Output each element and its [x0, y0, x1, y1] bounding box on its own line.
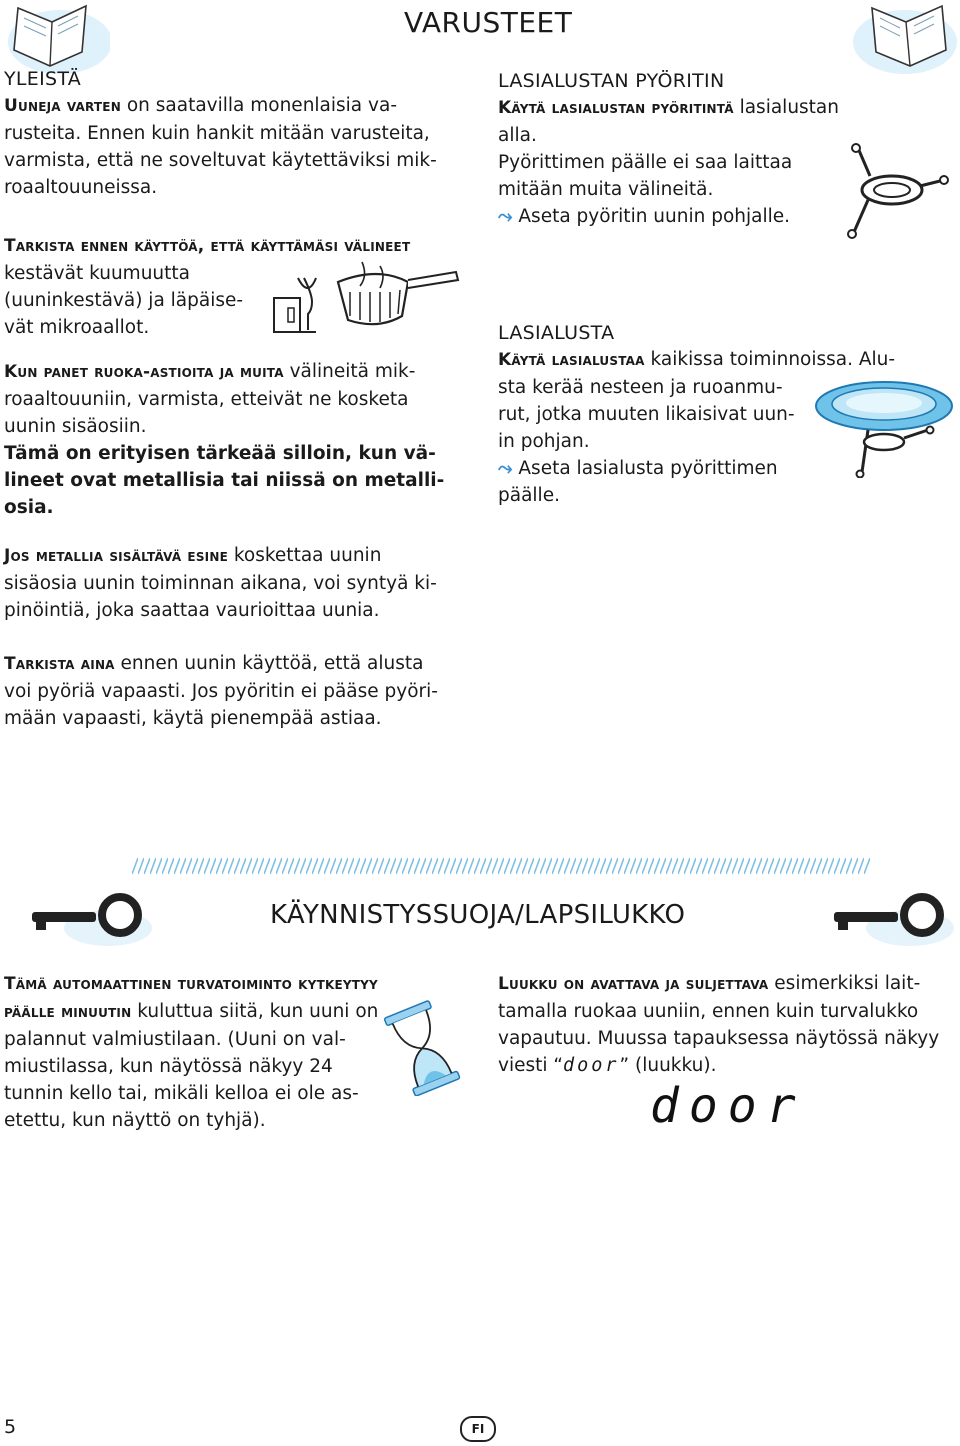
section-divider [132, 858, 870, 874]
page-title: VARUSTEET [404, 6, 573, 39]
plate-heading: LASIALUSTA [498, 322, 615, 344]
door-paragraph: Luukku on avattava ja suljettava esimerkiksi lait- tamalla ruokaa uuniin, ennen kuin turvalukko vapautuu. Muussa tapauksessa näytössä näkyy viesti “door” (luukku). [498, 973, 940, 1076]
display-door-text: door [650, 1078, 806, 1134]
glass-plate-icon [808, 374, 958, 478]
hourglass-icon [378, 1000, 468, 1096]
section-heading: YLEISTÄ [4, 68, 82, 90]
step-arrow-icon: ⤳ [498, 206, 513, 227]
important-text: Tämä on erityisen tärkeää silloin, kun vä- lineet ovat metallisia tai niissä on metalli- osia. [4, 443, 445, 518]
rotator-paragraph: Käytä lasialustan pyöritintä lasialustan alla. Pyörittimen päälle ei saa laittaa mitään muita välineitä. [498, 97, 839, 200]
key-icon [28, 890, 152, 950]
key-icon [830, 890, 954, 950]
metal-warning: Jos metallia sisältävä esine koskettaa uunin sisäosia uunin toiminnan aikana, voi syntyä ki- pinöintiä, joka saattaa vaurioittaa uunia. [4, 545, 437, 621]
check-paragraph: Tarkista ennen käyttöä, että käyttämäsi välineet kestävät kuumuutta (uuninkestävä) ja läpäise- vät mikroaallot. [4, 236, 411, 338]
rotator-heading: LASIALUSTAN PYÖRITIN [498, 70, 725, 92]
lock-auto-paragraph: Tämä automaattinen turvatoiminto kytkeytyy päälle minuutin kuluttua siitä, kun uuni on palannut valmiustilaan. (Uuni on val- miustilassa, kun näytössä näkyy 24 tunnin kello tai, mikäli kelloa ei ole as- etettu, kun näyttö on tyhjä). [4, 974, 379, 1131]
page-number: 5 [4, 1416, 17, 1438]
cookware-icon [268, 258, 460, 338]
book-icon [850, 0, 960, 80]
language-badge: FI [460, 1416, 496, 1442]
plate-step: ⤳ Aseta lasialusta pyörittimen päälle. [498, 458, 778, 506]
rotator-step: ⤳ Aseta pyöritin uunin pohjalle. [498, 206, 791, 227]
plate-paragraph: Käytä lasialustaa kaikissa toiminnoissa. Alu- sta kerää nesteen ja ruoanmu- rut, jotka muuten likaisivat uun- in pohjan. [498, 349, 896, 452]
placement-paragraph: Kun panet ruoka-astioita ja muita välineitä mik- roaaltouuniin, varmista, etteivät ne kosketa uunin sisäosiin. [4, 361, 416, 437]
step-arrow-icon: ⤳ [498, 458, 513, 479]
rotator-ring-icon [840, 140, 950, 240]
check-rotation: Tarkista aina ennen uunin käyttöä, että alusta voi pyöriä vapaasti. Jos pyöritin ei pääse pyöri- mään vapaasti, käytä pienempää astiaa. [4, 653, 438, 729]
lock-heading: KÄYNNISTYSSUOJA/LAPSILUKKO [270, 900, 686, 930]
general-paragraph: Uuneja varten on saatavilla monenlaisia va- rusteita. Ennen kuin hankit mitään varusteita, varmista, että ne soveltuvat käytettäviksi mik- roaaltouuneissa. [4, 95, 437, 198]
